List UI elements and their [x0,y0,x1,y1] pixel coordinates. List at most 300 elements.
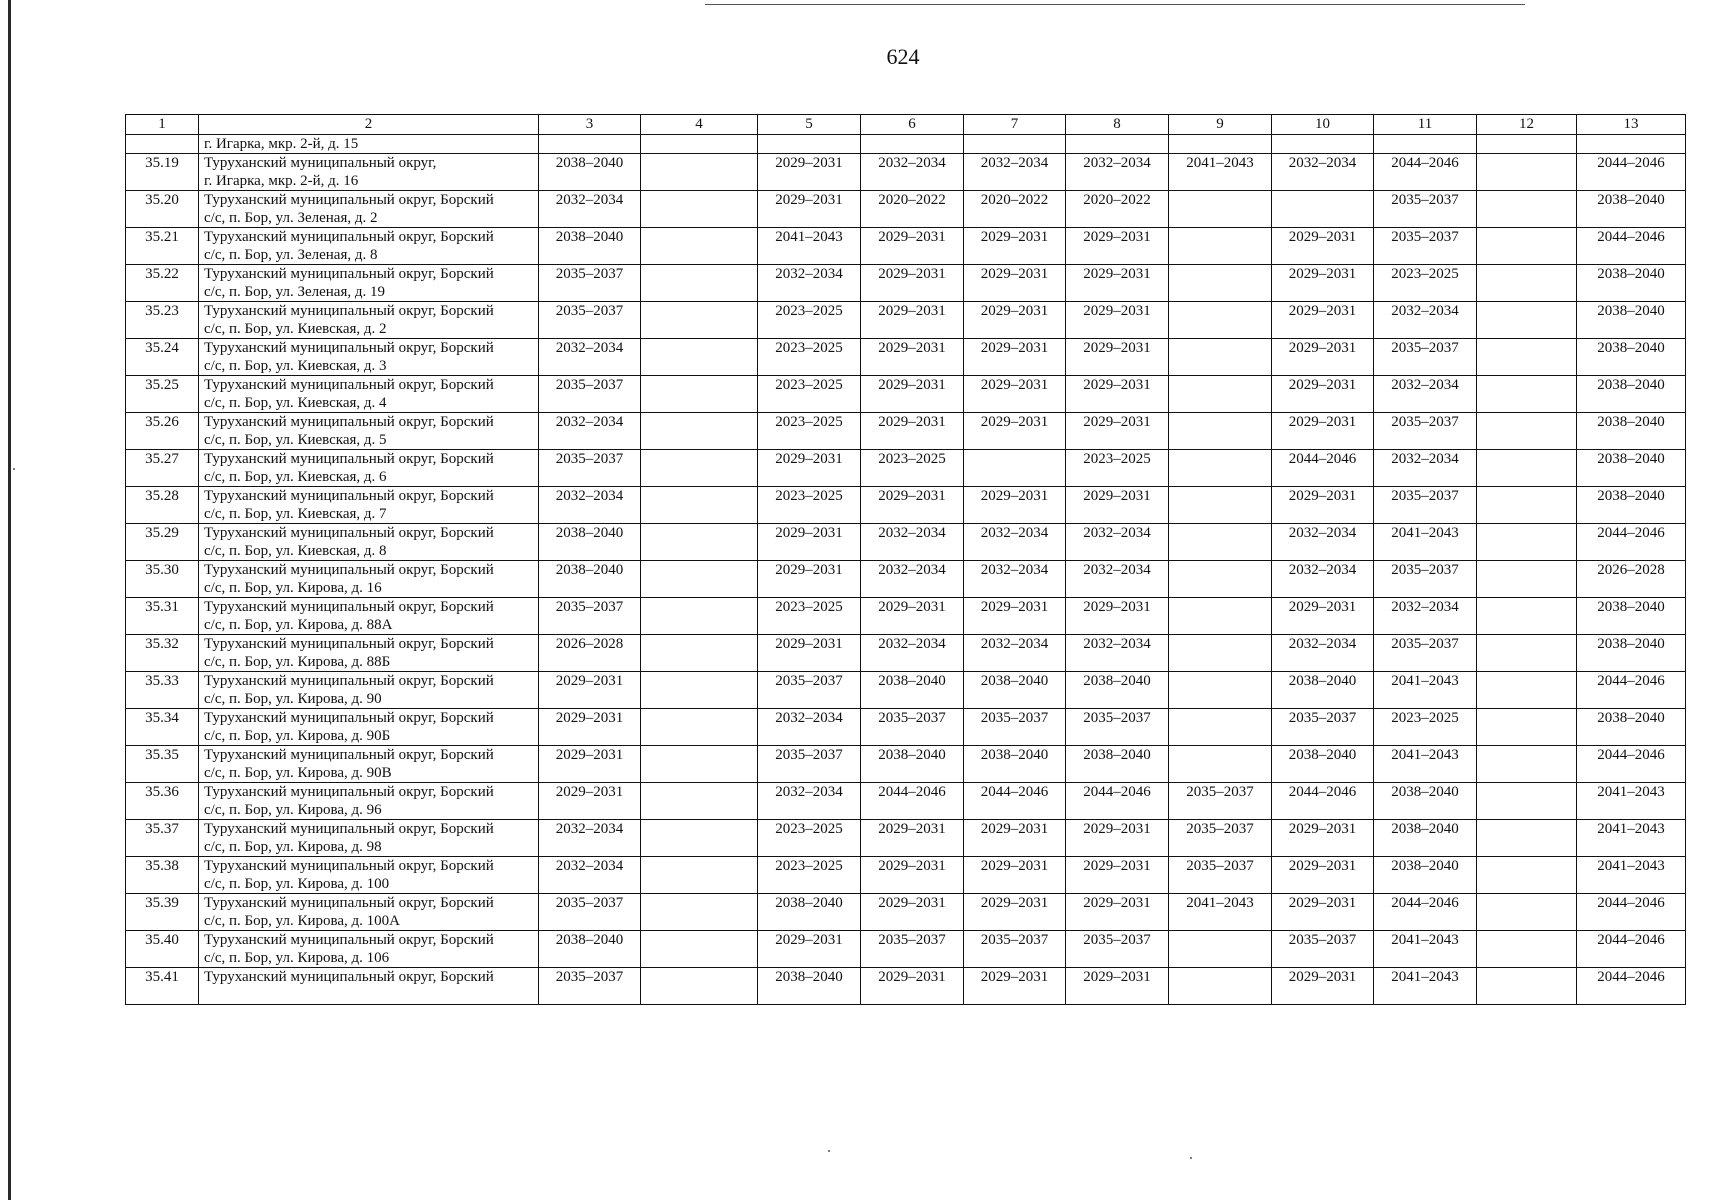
period-cell-col11 [1374,135,1477,154]
period-cell-col5: 2032–2034 [758,709,861,746]
period-cell-col9: 2035–2037 [1169,783,1272,820]
address-line-1: Туруханский муниципальный округ, Борский [204,821,494,837]
period-cell-col3 [539,135,641,154]
period-cell-col3: 2032–2034 [539,857,641,894]
period-cell-col8: 2029–2031 [1066,376,1169,413]
period-cell-col12 [1477,635,1577,672]
address-line-1: Туруханский муниципальный округ, Борский [204,414,494,430]
table-row [126,135,1686,154]
period-cell-col10: 2038–2040 [1272,672,1374,709]
period-cell-col12 [1477,228,1577,265]
address-line-1: Туруханский муниципальный округ, Борский [204,784,494,800]
period-cell-col13: 2038–2040 [1577,450,1686,487]
period-cell-col3: 2029–2031 [539,746,641,783]
period-cell-col9 [1169,487,1272,524]
scan-speck [1190,1157,1192,1159]
period-cell-col6: 2023–2025 [861,450,964,487]
period-cell-col4 [641,339,758,376]
period-cell-col6: 2029–2031 [861,857,964,894]
period-cell-col9 [1169,746,1272,783]
period-cell-col3: 2032–2034 [539,339,641,376]
period-cell-col12 [1477,154,1577,191]
period-cell-col13: 2038–2040 [1577,191,1686,228]
address-line-1: Туруханский муниципальный округ, Борский [204,932,494,948]
period-cell-col11: 2035–2037 [1374,635,1477,672]
period-cell-col7: 2032–2034 [964,524,1066,561]
address-cell [199,783,539,820]
address-cell [199,598,539,635]
period-cell-col13: 2038–2040 [1577,635,1686,672]
column-header: 12 [1477,115,1577,135]
address-line-2: с/с, п. Бор, ул. Кирова, д. 90 [204,691,382,707]
period-cell-col3: 2038–2040 [539,931,641,968]
table-row [126,265,1686,302]
address-line-2: с/с, п. Бор, ул. Киевская, д. 8 [204,543,387,559]
period-cell-col12 [1477,450,1577,487]
address-cell [199,228,539,265]
period-cell-col3: 2032–2034 [539,413,641,450]
table-row [126,302,1686,339]
address-line-1: Туруханский муниципальный округ, Борский [204,192,494,208]
period-cell-col3: 2038–2040 [539,561,641,598]
period-cell-col11: 2041–2043 [1374,524,1477,561]
address-cell [199,376,539,413]
period-cell-col5: 2029–2031 [758,524,861,561]
period-cell-col3: 2038–2040 [539,154,641,191]
row-number-cell: 35.21 [126,228,199,265]
period-cell-col7 [964,450,1066,487]
period-cell-col11: 2035–2037 [1374,339,1477,376]
period-cell-col5: 2035–2037 [758,672,861,709]
period-cell-col9 [1169,135,1272,154]
address-line-2: с/с, п. Бор, ул. Кирова, д. 88А [204,617,393,633]
period-cell-col9 [1169,191,1272,228]
period-cell-col13: 2044–2046 [1577,894,1686,931]
period-cell-col5: 2023–2025 [758,413,861,450]
period-cell-col5: 2029–2031 [758,154,861,191]
period-cell-col9 [1169,228,1272,265]
address-line-2: с/с, п. Бор, ул. Зеленая, д. 8 [204,247,378,263]
period-cell-col13: 2044–2046 [1577,228,1686,265]
period-cell-col4 [641,820,758,857]
address-cell [199,191,539,228]
address-cell [199,135,539,154]
period-cell-col5: 2023–2025 [758,376,861,413]
row-number-cell: 35.28 [126,487,199,524]
table-row [126,857,1686,894]
period-cell-col4 [641,931,758,968]
row-number-cell: 35.32 [126,635,199,672]
period-cell-col4 [641,376,758,413]
period-cell-col8: 2038–2040 [1066,672,1169,709]
period-cell-col5: 2029–2031 [758,561,861,598]
period-cell-col11: 2038–2040 [1374,820,1477,857]
period-cell-col11: 2035–2037 [1374,191,1477,228]
period-cell-col12 [1477,672,1577,709]
period-cell-col3: 2038–2040 [539,524,641,561]
period-cell-col5: 2041–2043 [758,228,861,265]
period-cell-col6: 2029–2031 [861,820,964,857]
period-cell-col7: 2032–2034 [964,561,1066,598]
address-line-2: с/с, п. Бор, ул. Киевская, д. 4 [204,395,387,411]
row-number-cell: 35.19 [126,154,199,191]
period-cell-col10: 2038–2040 [1272,746,1374,783]
row-number-cell: 35.30 [126,561,199,598]
period-cell-col7: 2020–2022 [964,191,1066,228]
address-line-2: с/с, п. Бор, ул. Кирова, д. 16 [204,580,382,596]
period-cell-col6: 2032–2034 [861,524,964,561]
column-header: 11 [1374,115,1477,135]
row-number-cell [126,135,199,154]
period-cell-col7: 2029–2031 [964,302,1066,339]
address-line-2: с/с, п. Бор, ул. Кирова, д. 106 [204,950,390,966]
address-line-1: Туруханский муниципальный округ, Борский [204,303,494,319]
period-cell-col13: 2038–2040 [1577,598,1686,635]
page-number-text: 624 [886,44,920,69]
period-cell-col5: 2029–2031 [758,450,861,487]
period-cell-col13: 2044–2046 [1577,746,1686,783]
period-cell-col6: 2038–2040 [861,746,964,783]
period-cell-col11: 2032–2034 [1374,450,1477,487]
table-row [126,894,1686,931]
period-cell-col6: 2038–2040 [861,672,964,709]
period-cell-col6: 2032–2034 [861,635,964,672]
period-cell-col10: 2029–2031 [1272,228,1374,265]
address-cell [199,709,539,746]
period-cell-col10: 2029–2031 [1272,339,1374,376]
period-cell-col10: 2032–2034 [1272,524,1374,561]
period-cell-col3: 2029–2031 [539,709,641,746]
table-row [126,376,1686,413]
period-cell-col9 [1169,561,1272,598]
period-cell-col3: 2029–2031 [539,672,641,709]
period-cell-col8: 2032–2034 [1066,561,1169,598]
period-cell-col13: 2038–2040 [1577,339,1686,376]
period-cell-col8: 2029–2031 [1066,302,1169,339]
period-cell-col3: 2026–2028 [539,635,641,672]
period-cell-col9 [1169,672,1272,709]
period-cell-col6: 2029–2031 [861,228,964,265]
period-cell-col4 [641,783,758,820]
scan-edge-bar [8,0,11,1200]
period-cell-col8: 2035–2037 [1066,709,1169,746]
period-cell-col12 [1477,598,1577,635]
period-cell-col7: 2038–2040 [964,672,1066,709]
address-line-2: с/с, п. Бор, ул. Кирова, д. 100А [204,913,400,929]
address-line-2: с/с, п. Бор, ул. Киевская, д. 5 [204,432,387,448]
period-cell-col10: 2029–2031 [1272,894,1374,931]
period-cell-col8: 2029–2031 [1066,413,1169,450]
period-cell-col3: 2032–2034 [539,191,641,228]
address-line-2: с/с, п. Бор, ул. Киевская, д. 2 [204,321,387,337]
period-cell-col13: 2038–2040 [1577,265,1686,302]
column-header: 8 [1066,115,1169,135]
row-number-cell: 35.22 [126,265,199,302]
period-cell-col5: 2038–2040 [758,968,861,1005]
period-cell-col4 [641,672,758,709]
period-cell-col10: 2032–2034 [1272,635,1374,672]
period-cell-col10: 2029–2031 [1272,857,1374,894]
period-cell-col8: 2029–2031 [1066,487,1169,524]
address-line-1: Туруханский муниципальный округ, Борский [204,858,494,874]
period-cell-col7: 2029–2031 [964,598,1066,635]
address-line-2: с/с, п. Бор, ул. Кирова, д. 90В [204,765,392,781]
row-number-cell: 35.23 [126,302,199,339]
address-cell [199,154,539,191]
period-cell-col3: 2035–2037 [539,968,641,1005]
header-row [126,115,1686,135]
row-number-cell: 35.36 [126,783,199,820]
row-number-cell: 35.35 [126,746,199,783]
period-cell-col5: 2023–2025 [758,598,861,635]
period-cell-col10: 2035–2037 [1272,931,1374,968]
period-cell-col10: 2029–2031 [1272,598,1374,635]
column-header: 7 [964,115,1066,135]
period-cell-col11: 2041–2043 [1374,746,1477,783]
address-line-2: с/с, п. Бор, ул. Киевская, д. 3 [204,358,387,374]
row-number-cell: 35.29 [126,524,199,561]
period-cell-col6 [861,135,964,154]
period-cell-col3: 2032–2034 [539,820,641,857]
period-cell-col8: 2032–2034 [1066,524,1169,561]
period-cell-col11: 2041–2043 [1374,672,1477,709]
address-line-1: Туруханский муниципальный округ, Борский [204,340,494,356]
period-cell-col9 [1169,450,1272,487]
period-cell-col11: 2035–2037 [1374,228,1477,265]
address-line-2: с/с, п. Бор, ул. Кирова, д. 90Б [204,728,391,744]
address-cell [199,635,539,672]
address-line-1: Туруханский муниципальный округ, Борский [204,969,494,985]
period-cell-col9 [1169,968,1272,1005]
address-line-2: с/с, п. Бор, ул. Кирова, д. 98 [204,839,382,855]
period-cell-col13: 2041–2043 [1577,783,1686,820]
top-rule-line [705,4,1525,5]
period-cell-col6: 2029–2031 [861,413,964,450]
period-cell-col4 [641,598,758,635]
column-header: 5 [758,115,861,135]
period-cell-col11: 2035–2037 [1374,561,1477,598]
row-number-cell: 35.41 [126,968,199,1005]
period-cell-col12 [1477,709,1577,746]
period-cell-col3: 2035–2037 [539,450,641,487]
period-cell-col13: 2026–2028 [1577,561,1686,598]
period-cell-col8 [1066,135,1169,154]
period-cell-col13: 2038–2040 [1577,709,1686,746]
period-cell-col5: 2032–2034 [758,265,861,302]
period-cell-col9: 2041–2043 [1169,894,1272,931]
period-cell-col4 [641,154,758,191]
period-cell-col6: 2029–2031 [861,598,964,635]
period-cell-col9: 2035–2037 [1169,857,1272,894]
period-cell-col4 [641,487,758,524]
table-row [126,635,1686,672]
address-line-2: с/с, п. Бор, ул. Киевская, д. 7 [204,506,387,522]
period-cell-col12 [1477,265,1577,302]
period-cell-col13 [1577,135,1686,154]
period-cell-col11: 2032–2034 [1374,302,1477,339]
period-cell-col6: 2029–2031 [861,968,964,1005]
row-number-cell: 35.25 [126,376,199,413]
period-cell-col4 [641,135,758,154]
period-cell-col5: 2029–2031 [758,635,861,672]
period-cell-col7: 2035–2037 [964,709,1066,746]
period-cell-col11: 2032–2034 [1374,376,1477,413]
period-cell-col12 [1477,968,1577,1005]
scan-speck [13,468,15,470]
period-cell-col5: 2038–2040 [758,894,861,931]
period-cell-col6: 2029–2031 [861,302,964,339]
period-cell-col8: 2029–2031 [1066,857,1169,894]
period-cell-col11: 2032–2034 [1374,598,1477,635]
address-line-1: Туруханский муниципальный округ, Борский [204,747,494,763]
row-number-cell: 35.26 [126,413,199,450]
period-cell-col13: 2038–2040 [1577,413,1686,450]
address-line-2: с/с, п. Бор, ул. Кирова, д. 100 [204,876,390,892]
period-cell-col11: 2038–2040 [1374,783,1477,820]
period-cell-col8: 2023–2025 [1066,450,1169,487]
period-cell-col7: 2032–2034 [964,635,1066,672]
period-cell-col4 [641,524,758,561]
period-cell-col12 [1477,191,1577,228]
period-cell-col11: 2035–2037 [1374,413,1477,450]
address-cell [199,894,539,931]
period-cell-col9: 2035–2037 [1169,820,1272,857]
row-number-cell: 35.33 [126,672,199,709]
address-line-1: Туруханский муниципальный округ, Борский [204,266,494,282]
period-cell-col4 [641,857,758,894]
address-cell [199,968,539,1005]
period-cell-col4 [641,968,758,1005]
period-cell-col6: 2044–2046 [861,783,964,820]
address-line-2: с/с, п. Бор, ул. Кирова, д. 96 [204,802,382,818]
period-cell-col4 [641,746,758,783]
period-cell-col13: 2044–2046 [1577,931,1686,968]
period-cell-col11: 2038–2040 [1374,857,1477,894]
row-number-cell: 35.40 [126,931,199,968]
period-cell-col13: 2044–2046 [1577,154,1686,191]
period-cell-col3: 2035–2037 [539,894,641,931]
address-line-2: с/с, п. Бор, ул. Зеленая, д. 19 [204,284,385,300]
period-cell-col11: 2023–2025 [1374,265,1477,302]
period-cell-col5: 2023–2025 [758,487,861,524]
period-cell-col9 [1169,413,1272,450]
period-cell-col7: 2029–2031 [964,487,1066,524]
period-cell-col5 [758,135,861,154]
period-cell-col8: 2029–2031 [1066,968,1169,1005]
period-cell-col10: 2029–2031 [1272,820,1374,857]
address-cell [199,302,539,339]
row-number-cell: 35.34 [126,709,199,746]
period-cell-col8: 2029–2031 [1066,339,1169,376]
row-number-cell: 35.27 [126,450,199,487]
row-number-cell: 35.37 [126,820,199,857]
period-cell-col3: 2032–2034 [539,487,641,524]
period-cell-col13: 2038–2040 [1577,487,1686,524]
period-cell-col4 [641,709,758,746]
period-cell-col6: 2029–2031 [861,339,964,376]
period-cell-col12 [1477,894,1577,931]
period-cell-col11: 2044–2046 [1374,894,1477,931]
period-cell-col10: 2032–2034 [1272,561,1374,598]
address-cell [199,931,539,968]
period-cell-col10: 2044–2046 [1272,450,1374,487]
period-cell-col10: 2029–2031 [1272,413,1374,450]
period-cell-col8: 2029–2031 [1066,598,1169,635]
period-cell-col11: 2023–2025 [1374,709,1477,746]
period-cell-col6: 2035–2037 [861,931,964,968]
table-row [126,154,1686,191]
period-cell-col6: 2029–2031 [861,376,964,413]
address-cell [199,487,539,524]
period-cell-col9 [1169,302,1272,339]
period-cell-col10: 2035–2037 [1272,709,1374,746]
period-cell-col12 [1477,524,1577,561]
address-line-1: г. Игарка, мкр. 2-й, д. 15 [204,136,359,152]
table-row [126,783,1686,820]
period-cell-col4 [641,413,758,450]
scan-speck [828,1150,830,1152]
period-cell-col5: 2035–2037 [758,746,861,783]
period-cell-col10: 2029–2031 [1272,265,1374,302]
period-cell-col3: 2035–2037 [539,376,641,413]
table-row [126,931,1686,968]
address-line-1: Туруханский муниципальный округ, Борский [204,710,494,726]
period-cell-col13: 2038–2040 [1577,376,1686,413]
address-line-1: Туруханский муниципальный округ, Борский [204,488,494,504]
period-cell-col7: 2029–2031 [964,228,1066,265]
period-cell-col8: 2032–2034 [1066,154,1169,191]
period-cell-col12 [1477,302,1577,339]
period-cell-col12 [1477,931,1577,968]
period-cell-col6: 2035–2037 [861,709,964,746]
column-header: 4 [641,115,758,135]
period-cell-col3: 2029–2031 [539,783,641,820]
period-cell-col5: 2023–2025 [758,820,861,857]
period-cell-col7: 2029–2031 [964,857,1066,894]
row-number-cell: 35.31 [126,598,199,635]
period-cell-col9 [1169,376,1272,413]
period-cell-col12 [1477,820,1577,857]
period-cell-col3: 2035–2037 [539,265,641,302]
period-cell-col8: 2032–2034 [1066,635,1169,672]
period-cell-col7: 2029–2031 [964,820,1066,857]
period-cell-col4 [641,302,758,339]
period-cell-col8: 2029–2031 [1066,265,1169,302]
address-line-1: Туруханский муниципальный округ, Борский [204,377,494,393]
table-row [126,450,1686,487]
period-cell-col10: 2029–2031 [1272,487,1374,524]
period-cell-col6: 2032–2034 [861,561,964,598]
period-cell-col7: 2029–2031 [964,376,1066,413]
address-line-1: Туруханский муниципальный округ, Борский [204,525,494,541]
table-row [126,968,1686,1005]
period-cell-col7: 2032–2034 [964,154,1066,191]
table-row [126,487,1686,524]
period-cell-col6: 2032–2034 [861,154,964,191]
table-row [126,598,1686,635]
period-cell-col8: 2029–2031 [1066,228,1169,265]
period-cell-col4 [641,894,758,931]
table-row [126,339,1686,376]
column-header: 13 [1577,115,1686,135]
period-cell-col12 [1477,783,1577,820]
period-cell-col4 [641,228,758,265]
period-cell-col13: 2044–2046 [1577,672,1686,709]
period-cell-col5: 2029–2031 [758,931,861,968]
period-cell-col12 [1477,413,1577,450]
address-cell [199,857,539,894]
period-cell-col8: 2044–2046 [1066,783,1169,820]
